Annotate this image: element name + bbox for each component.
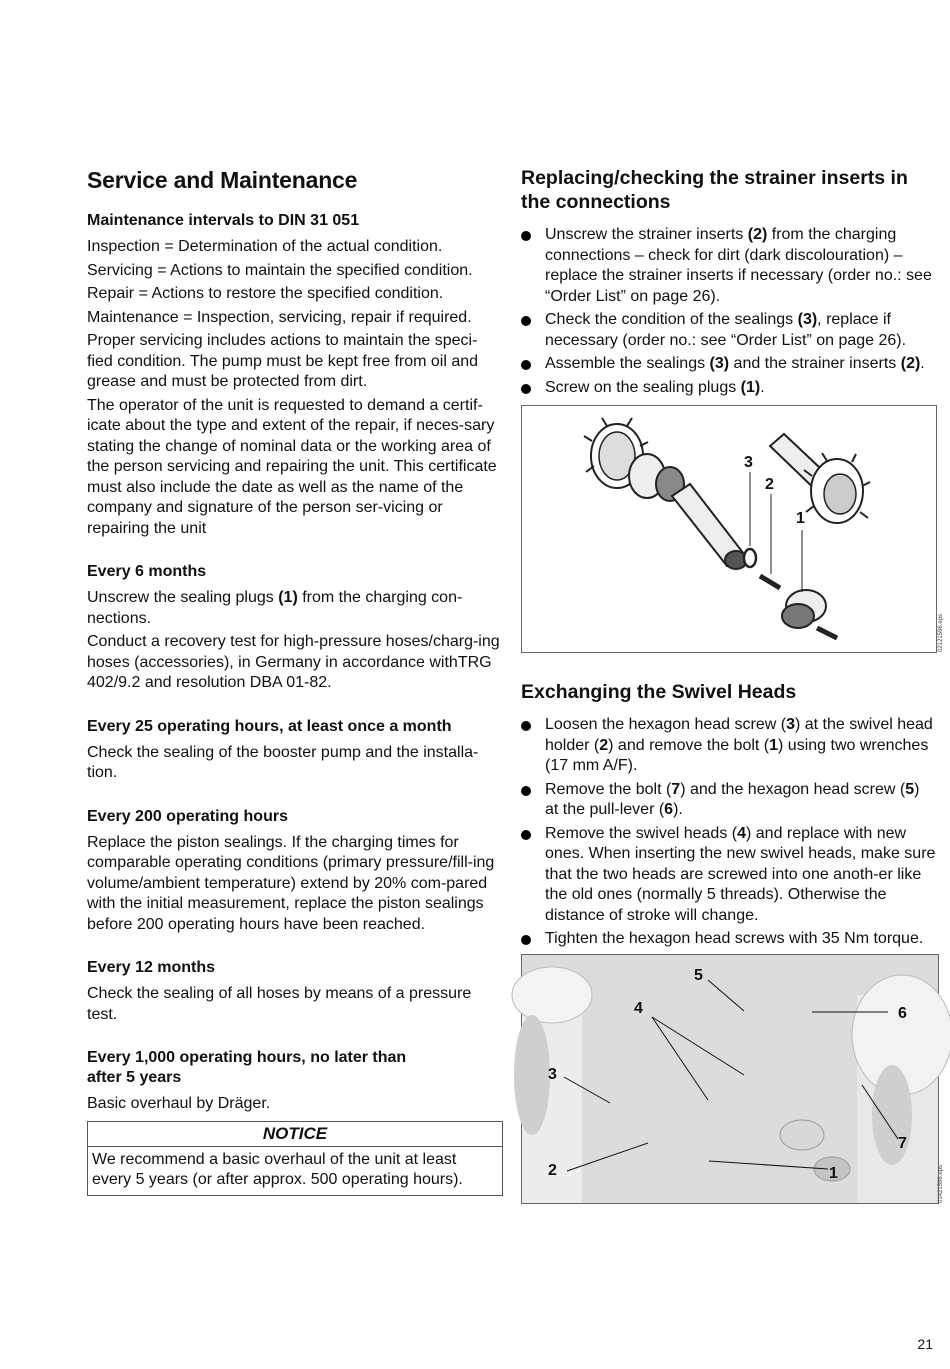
strainer-step: Screw on the sealing plugs (1).: [521, 378, 937, 399]
figure-label: 1: [796, 510, 805, 527]
notice-box: [87, 1121, 503, 1196]
proper-servicing-text: Proper servicing includes actions to maintain the speci-fied condition. The pump must be kept free from oil and grease and must be protected from dirt.: [87, 332, 479, 390]
six-months-heading: Every 6 months: [87, 563, 207, 580]
bullet-icon: [521, 231, 531, 241]
swivel-heading: Exchanging the Swivel Heads: [521, 681, 797, 703]
left-column: [87, 166, 503, 1196]
swivel-figure: [521, 954, 944, 1204]
twelve-months-text: Check the sealing of all hoses by means of a pressure test.: [87, 985, 472, 1023]
strainer-drawing: [522, 406, 936, 652]
thousand-hours-text: Basic overhaul by Dräger.: [87, 1095, 271, 1112]
figure-label: 2: [548, 1161, 557, 1179]
twohundred-hours-heading: Every 200 operating hours: [87, 807, 288, 825]
definition-inspection: Inspection = Determination of the actual condition.: [87, 238, 443, 255]
bullet-icon: [521, 721, 531, 731]
twelve-months-heading: Every 12 months: [87, 959, 216, 976]
strainer-step: Assemble the sealings (3) and the strainer inserts (2).: [521, 354, 937, 375]
figure-label: 2: [765, 476, 774, 493]
definition-servicing: Servicing = Actions to maintain the specified condition.: [87, 261, 473, 279]
six-months-text-1: Unscrew the sealing plugs (1) from the charging con-nections.: [87, 589, 463, 627]
swivel-step: Remove the swivel heads (4) and replace with new ones. When inserting the new swivel heads, make sure that the two heads are screwed into one anoth-er like the old ones (normally 5 threads). Otherwise the distance of stroke will change.: [521, 824, 937, 927]
figure-label: 4: [634, 999, 643, 1017]
page-number: 21: [917, 1336, 933, 1352]
strainer-heading: Replacing/checking the strainer inserts in the connections: [521, 167, 908, 213]
page-title: Service and Maintenance: [87, 167, 358, 193]
right-column: [521, 166, 944, 1204]
strainer-step: Check the condition of the sealings (3), replace if necessary (order no.: see “Order List” on page 26).: [521, 310, 937, 351]
twentyfive-hours-heading: Every 25 operating hours, at least once a month: [87, 717, 452, 735]
swivel-step: Tighten the hexagon head screws with 35 Nm torque.: [521, 929, 937, 950]
definition-repair: Repair = Actions to restore the specified condition.: [87, 285, 444, 302]
swivel-step: Loosen the hexagon head screw (3) at the swivel head holder (2) and remove the bolt (1) using two wrenches (17 mm A/F).: [521, 715, 937, 777]
figure-label: 3: [548, 1065, 557, 1083]
figure-label: 7: [898, 1134, 907, 1152]
figure-file-id: 02121596.eps: [938, 613, 944, 652]
intervals-heading: Maintenance intervals to DIN 31 051: [87, 212, 360, 229]
strainer-step: Unscrew the strainer inserts (2) from the charging connections – check for dirt (dark discolouration) – replace the strainer inserts if necessary (order no.: see “Order List” on page 26).: [521, 225, 937, 307]
figure-label: 6: [898, 1004, 907, 1022]
figure-label: 5: [694, 966, 703, 984]
thousand-hours-heading: Every 1,000 operating hours, no later than after 5 years: [87, 1049, 407, 1086]
notice-title: NOTICE: [88, 1122, 502, 1147]
twentyfive-hours-text: Check the sealing of the booster pump and the installa-tion.: [87, 743, 479, 781]
swivel-step: Remove the bolt (7) and the hexagon head screw (5) at the pull-lever (6).: [521, 780, 937, 821]
bullet-icon: [521, 786, 531, 796]
six-months-text-2: Conduct a recovery test for high-pressure hoses/charg-ing hoses (accessories), in Germany in accordance withTRG 402/9.2 and resolution DBA 01-82.: [87, 633, 500, 691]
bullet-icon: [521, 316, 531, 326]
swivel-photo: [522, 955, 938, 1203]
bullet-icon: [521, 935, 531, 945]
twohundred-hours-text: Replace the piston sealings. If the charging times for comparable operating conditions (primary pressure/fill-ing volume/ambient temperature) extend by 20% com-pared with the initial measurement, replace the piston sealings before 200 operating hours have been reached.: [87, 833, 495, 933]
bullet-icon: [521, 360, 531, 370]
figure-file-id: 01421596.eps: [938, 1164, 944, 1203]
swivel-steps: [521, 715, 937, 950]
bullet-icon: [521, 830, 531, 840]
bullet-icon: [521, 384, 531, 394]
operator-text: The operator of the unit is requested to demand a certif-icate about the type and extent of the repair, if neces-sary stating the change of nominal data or the working area of the person servicing and repairing the unit. This certificate must also include the date as well as the name of the company and signature of the person ser-vicing or repairing the unit: [87, 396, 497, 537]
strainer-steps: [521, 225, 937, 398]
figure-label: 3: [744, 454, 753, 471]
figure-label: 1: [829, 1164, 838, 1182]
strainer-figure: [521, 405, 944, 653]
definition-maintenance: Maintenance = Inspection, servicing, repair if required.: [87, 308, 472, 326]
notice-text: We recommend a basic overhaul of the unit at least every 5 years (or after approx. 500 operating hours).: [92, 1150, 463, 1188]
